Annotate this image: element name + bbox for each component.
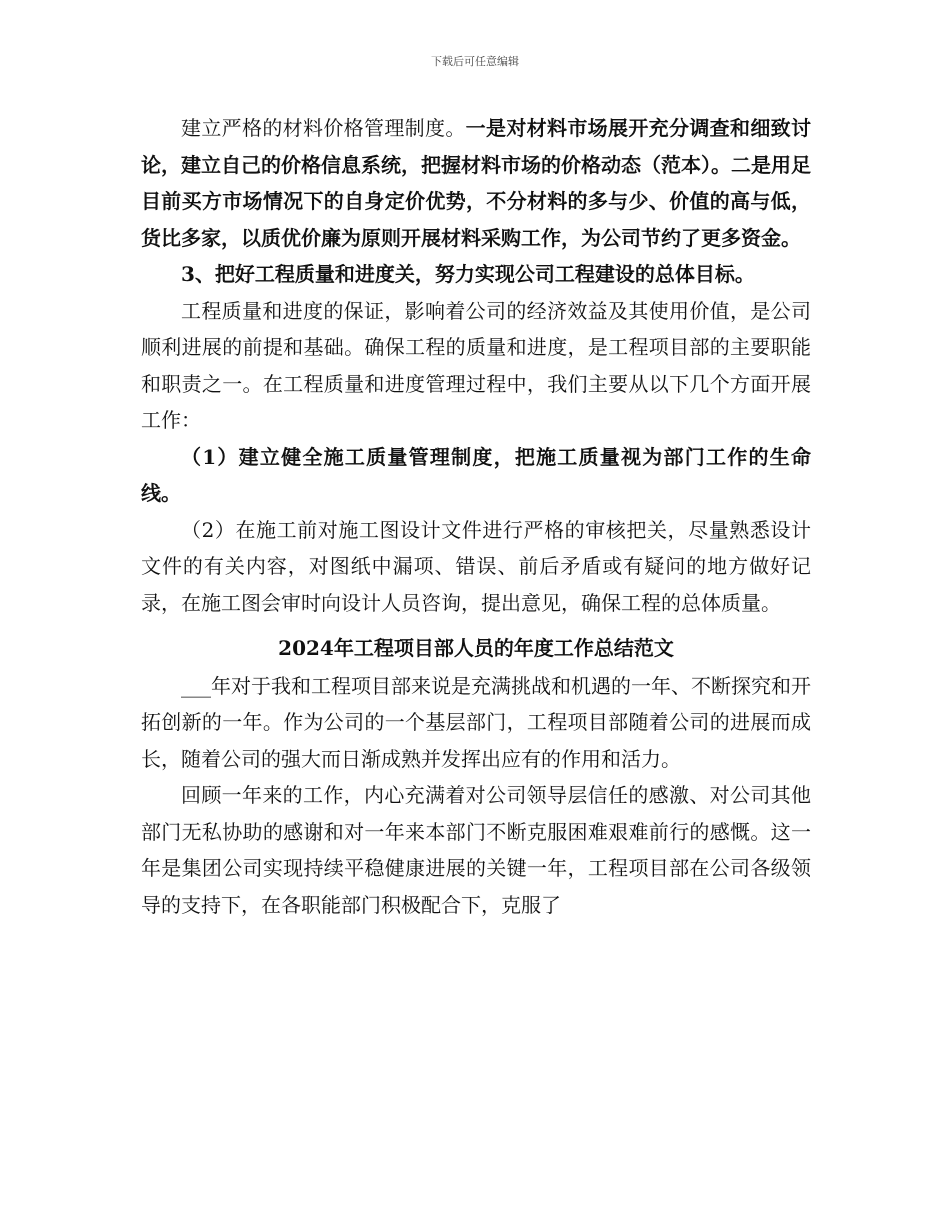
list-item-1: （1）建立健全施工质量管理制度，把施工质量视为部门工作的生命线。 <box>141 444 811 505</box>
paragraph-lead-text: 建立严格的材料价格管理制度。 <box>181 116 466 140</box>
paragraph-quality-progress: 工程质量和进度的保证，影响着公司的经济效益及其使用价值，是公司顺利进展的前提和基础。确保工程的质量和进度，是工程项目部的主要职能和职责之一。在工程质量和进度管理过程中，我们主要从以下几个方面开展工作： <box>141 298 811 432</box>
page-header: 下载后可任意编辑 <box>431 55 519 68</box>
document-title: 2024年工程项目部人员的年度工作总结范文 <box>278 636 674 660</box>
paragraph-year-intro: ___年对于我和工程项目部来说是充满挑战和机遇的一年、不断探究和开拓创新的一年。作为公司的一个基层部门，工程项目部随着公司的进展而成长，随着公司的强大而日渐成熟并发挥出应有的作用和活力。 <box>141 673 811 771</box>
document-body <box>141 110 811 923</box>
paragraph-review: 回顾一年来的工作，内心充满着对公司领导层信任的感激、对公司其他部门无私协助的感谢和对一年来本部门不断克服困难艰难前行的感慨。这一年是集团公司实现持续平稳健康进展的关键一年，工程项目部在公司各级领导的支持下，在各职能部门积极配合下，克服了 <box>141 783 811 917</box>
list-item-2: （2）在施工前对施工图设计文件进行严格的审核把关，尽量熟悉设计文件的有关内容，对图纸中漏项、错误、前后矛盾或有疑问的地方做好记录，在施工图会审时向设计人员咨询，提出意见，确保工程的总体质量。 <box>141 517 811 615</box>
paragraph-bold-text: 一是对材料市场展开充分调查和细致讨论，建立自己的价格信息系统，把握材料市场的价格动态（范本）。二是用足目前买方市场情况下的自身定价优势，不分材料的多与少、价值的高与低，货比多家，以质优价廉为原则开展材料采购工作，为公司节约了更多资金。 <box>141 116 812 250</box>
section-heading-quality: 3、把好工程质量和进度关，努力实现公司工程建设的总体目标。 <box>181 262 755 286</box>
paragraph-material-price <box>141 110 811 256</box>
